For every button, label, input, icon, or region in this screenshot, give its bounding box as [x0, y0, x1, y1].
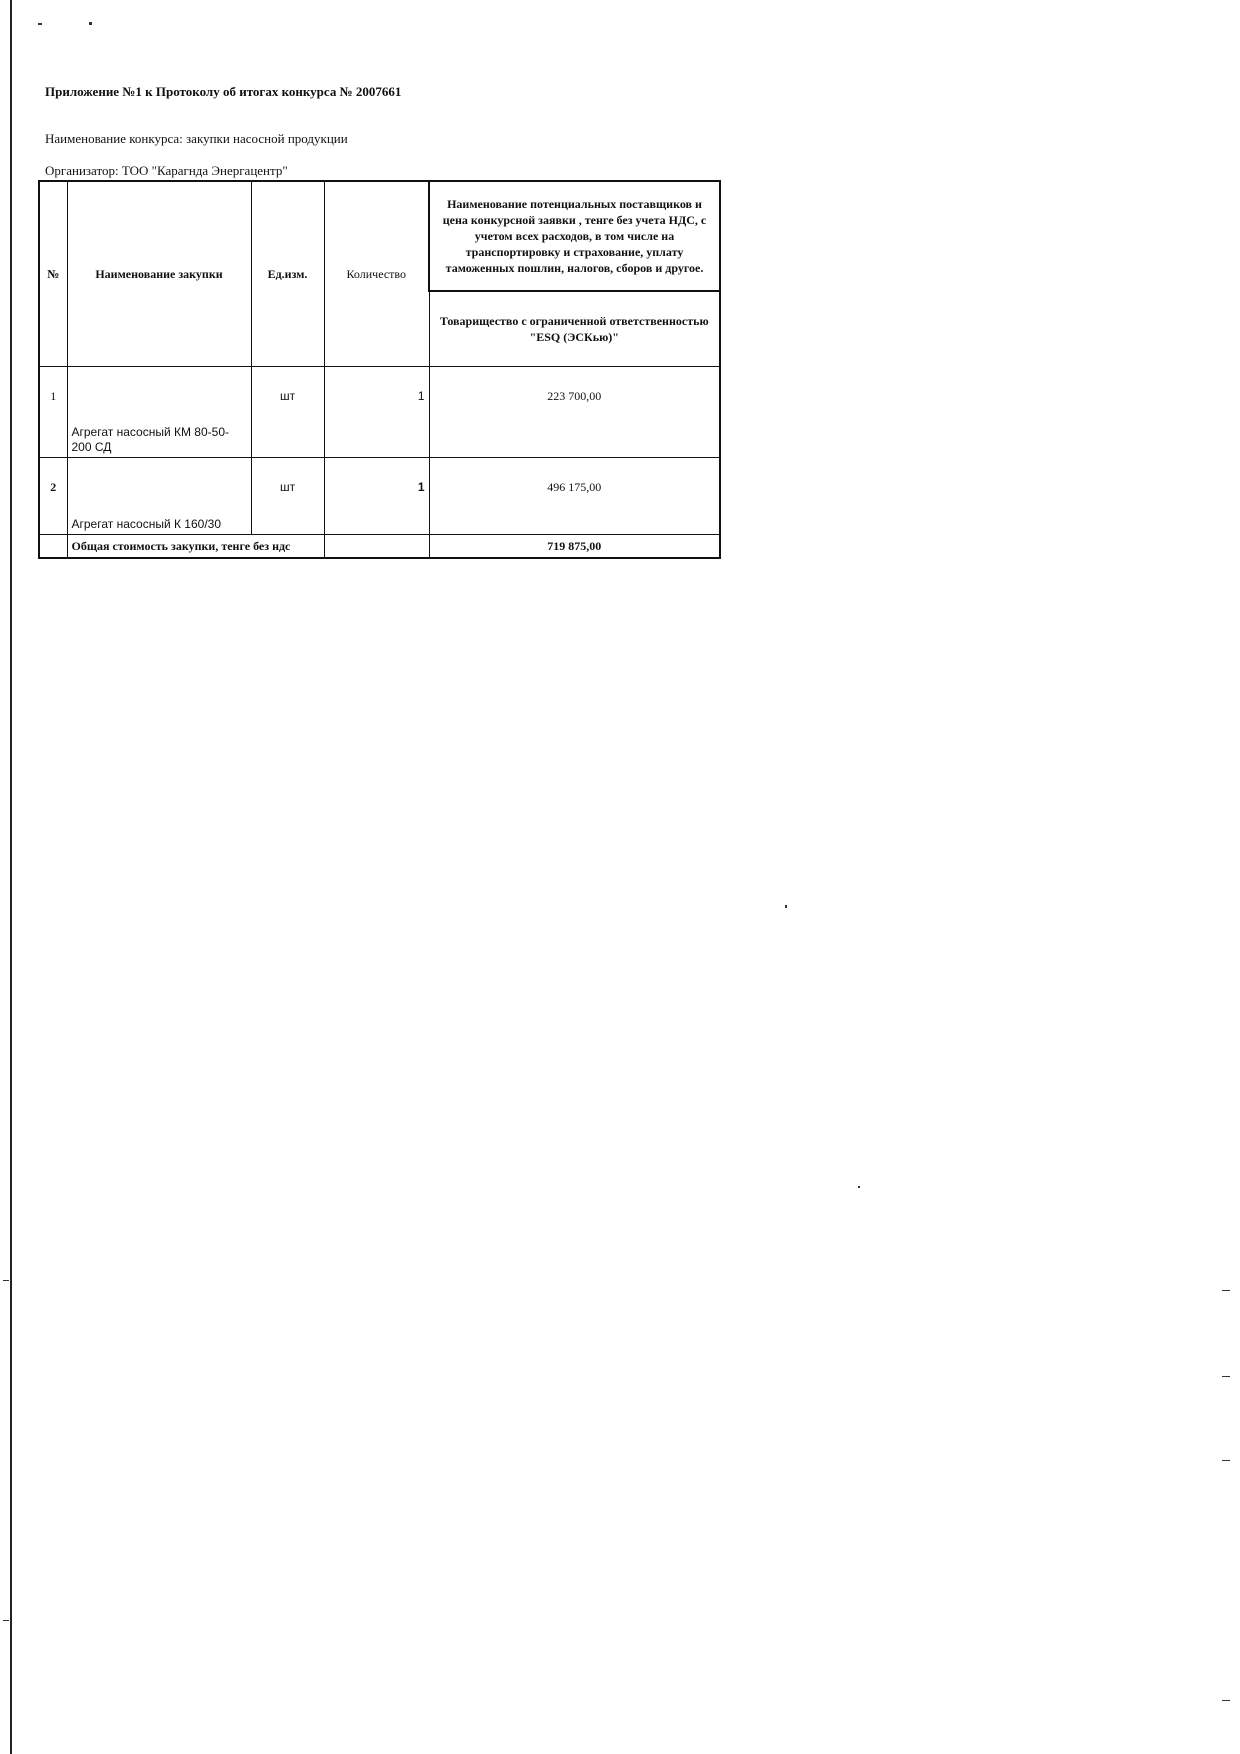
header-supplier-name: Товарищество с ограниченной ответственностью "ESQ (ЭСКью)" [429, 291, 720, 367]
row-unit: шт [251, 458, 324, 535]
header-supplier-group: Наименование потенциальных поставщиков и цена конкурсной заявки , тенге без учета НДС, с учетом всех расходов, в том числе на транспортировку и страхование, уплату таможенных пошлин, налогов, сборов и другое. [429, 181, 720, 291]
header-unit: Ед.изм. [251, 181, 324, 367]
header-qty: Количество [324, 181, 429, 367]
row-unit: шт [251, 367, 324, 458]
total-blank [39, 535, 67, 559]
row-name: Агрегат насосный К 160/30 [67, 458, 251, 535]
total-price: 719 875,00 [429, 535, 720, 559]
scan-speck [1222, 1700, 1230, 1701]
total-label: Общая стоимость закупки, тенге без ндс [67, 535, 324, 559]
row-no: 1 [39, 367, 67, 458]
procurement-table [38, 180, 721, 559]
organizer: Организатор: ТОО "Карагнда Энергацентр" [45, 163, 288, 178]
appendix-title: Приложение №1 к Протоколу об итогах конкурса № 2007661 [45, 84, 402, 99]
table-header-row [39, 181, 720, 291]
scan-speck [3, 1620, 9, 1621]
table-row [39, 458, 720, 535]
scan-edge-line [10, 0, 12, 1754]
header-no: № [39, 181, 67, 367]
row-qty: 1 [324, 458, 429, 535]
scan-speck [1222, 1376, 1230, 1377]
contest-name: Наименование конкурса: закупки насосной продукции [45, 131, 348, 146]
total-blank-qty [324, 535, 429, 559]
scan-speck [89, 22, 92, 25]
scan-speck [785, 905, 787, 908]
scan-speck [3, 1280, 9, 1281]
row-price: 496 175,00 [429, 458, 720, 535]
row-name: Агрегат насосный КМ 80-50-200 СД [67, 367, 251, 458]
row-price: 223 700,00 [429, 367, 720, 458]
scan-speck [1222, 1290, 1230, 1291]
table-row [39, 367, 720, 458]
header-name: Наименование закупки [67, 181, 251, 367]
scan-speck [38, 23, 42, 25]
row-no: 2 [39, 458, 67, 535]
scan-speck [858, 1186, 860, 1188]
row-qty: 1 [324, 367, 429, 458]
scan-speck [1222, 1460, 1230, 1461]
table-total-row [39, 535, 720, 559]
